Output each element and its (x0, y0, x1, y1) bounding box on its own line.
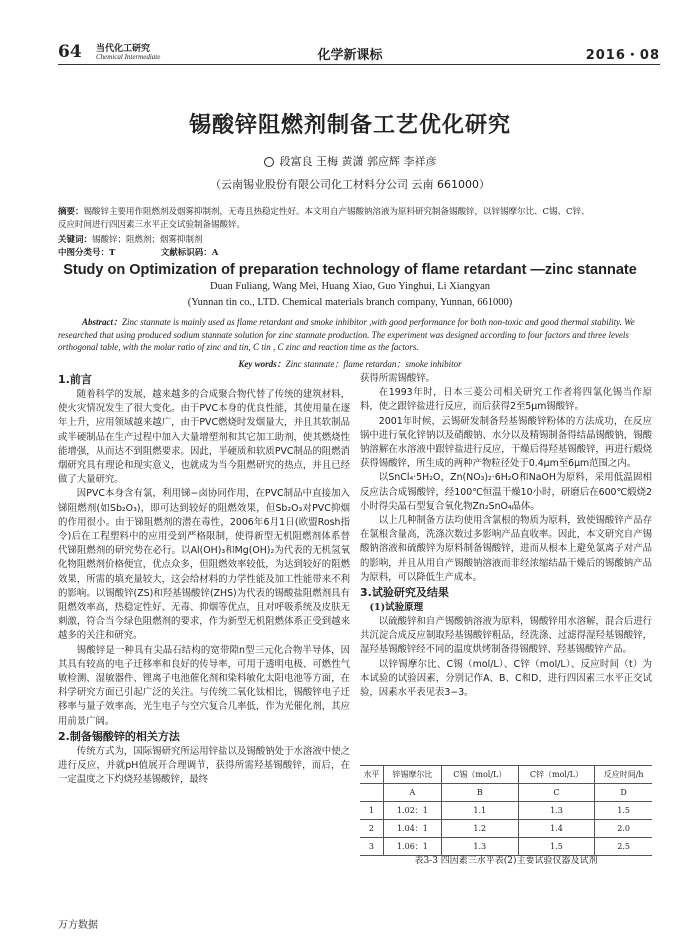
table-cell: 1 (360, 802, 383, 820)
table-cell: D (595, 784, 652, 802)
table-cell: C (518, 784, 595, 802)
table-cell: 1.04：1 (383, 820, 441, 838)
circle-icon (264, 157, 274, 167)
table-cell: 1.3 (518, 802, 595, 820)
right-column (360, 372, 652, 700)
table-cell: 2 (360, 820, 383, 838)
table-cell: 1.5 (518, 838, 595, 856)
table-header-cell: C锡（mol/L） (441, 766, 518, 784)
header-rule (58, 64, 660, 65)
abstract-cn: 摘要：锡酸锌主要用作阻燃剂及烟雾抑制剂，无毒且热稳定性好。本文用自产锡酸钠溶液为原料研究制备锡酸锌，以锌锡摩尔比、C锡、C锌、 反应时间进行四因素三水平正交试验制备锡酸锌。 (58, 207, 590, 230)
table-cell: 1.1 (441, 802, 518, 820)
table-cell: 1.2 (441, 820, 518, 838)
page-number: 64 (58, 42, 82, 62)
paragraph: 随着科学的发展，越来越多的合成聚合物代替了传统的建筑材料，使火灾情况发生了很大变化。由于PVC本身的优良性能，其使用量在逐年上升，应用领域越来越广，由于PVC燃烧时发烟量大，并且其软制品或半硬制品在生产过程中加入大量增塑剂和其它加工助剂，使其燃烧性能增强，从而达不到阻燃要求。因此，半硬质和软质PVC制品的阻燃消烟研究具有理论和现实意义，也就成为当今阻燃研究的热点，并且已经做了大量研究。 (58, 389, 350, 486)
paragraph: 以硫酸锌和自产锡酸钠溶液为原料，锡酸锌用水溶解，混合后进行共沉淀合成反应制取羟基锡酸锌粗品，经洗涤、过滤得湿羟基锡酸锌，湿羟基锡酸锌经不同的温度烘烤制备得锡酸锌、羟基锡酸锌产品。 (360, 616, 652, 656)
table-cell: 1.5 (595, 802, 652, 820)
table-header-row (360, 766, 652, 784)
table-header-cell: 锌锡摩尔比 (383, 766, 441, 784)
section-heading: 1.前言 (58, 373, 92, 386)
table-header-cell: 反应时间/h (595, 766, 652, 784)
section-heading: 3.试验研究及结果 (360, 586, 449, 600)
affiliation-cn: （云南锡业股份有限公司化工材料分公司 云南 661000） (210, 178, 490, 191)
authors-cn: 段富良 王梅 黄潇 郭应辉 李祥彦 (0, 153, 700, 169)
paragraph: 因PVC本身含有氯，利用锑−卤协同作用，在PVC制品中直接加入锑阻燃剂(如Sb₂O₃)，即可达到较好的阻燃效果，但Sb₂O₃对PVC抑烟的作用很小。由于锑阻燃剂的潜在毒性，2006年6月1日(欧盟Rosh指令)后在工程塑料中的应用受到严格限制，使得新型无机阻燃剂体系替代锑阻燃剂的研究势在必行。以Al(OH)₃和Mg(OH)₂为代表的无机氢氧化物阻燃剂价格便宜，优点众多，但阻燃效率较低，为达到较好的阻燃效果，所需的填充量较大，这会给材料的力学性能及加工性能带来不利的影响。以锡酸锌(ZS)和羟基锡酸锌(ZHS)为代表的锡酸盐阻燃剂具有阻燃效率高，热稳定性好、无毒、抑烟等优点，且对呼吸系统及皮肤无刺激，符合当今绿色阻燃剂的要求，作为新型无机阻燃体系正受到越来越多的关注和研究。 (58, 488, 350, 642)
journal-name-en: Chemical Intermediate (96, 53, 161, 61)
paragraph: 在1993年时，日本三菱公司相关研究工作者将四氯化锡当作原料，使之跟锌盐进行反应，而后获得2至5μm锡酸锌。 (360, 387, 652, 413)
factor-level-table (360, 765, 652, 856)
issue-number: 2016・08 (585, 48, 660, 63)
table-cell: 1.02：1 (383, 802, 441, 820)
table-cell: B (441, 784, 518, 802)
table-cell: 1.06：1 (383, 838, 441, 856)
table-cell: 1.3 (441, 838, 518, 856)
table-caption: 表3-3 四因素三水平表(2)主要试验仪器及试剂 (414, 856, 598, 866)
table-cell: A (383, 784, 441, 802)
keywords-en: Key words：Zinc stannate；flame retardan；smoke inhibitor (238, 359, 462, 369)
table-cell: 1.4 (518, 820, 595, 838)
journal-name-cn: 当代化工研究 (96, 44, 151, 54)
paragraph: 获得所需锡酸锌。 (360, 373, 436, 384)
section-heading: 2.制备锡酸锌的相关方法 (58, 729, 180, 743)
table-cell: 2.0 (595, 820, 652, 838)
keywords-cn: 关键词：锡酸锌；阻燃剂；烟雾抑制剂 (58, 235, 203, 245)
classification-cn: 中图分类号：T 文献标识码：A (58, 248, 219, 258)
table-header-cell: C锌（mol/L） (518, 766, 595, 784)
table-header-cell: 水平 (360, 766, 383, 784)
paragraph: 2001年时候，云锡研发制备羟基锡酸锌粉体的方法成功，在反应锅中进行氧化锌钠以及硝酸钠、水分以及精锡制备得结晶锡酸钠，锡酸钠溶解在水溶液中跟锌盐进行反应，干燥后得羟基锡酸锌，再进行煅烧获得锡酸锌，所生成的两种产物粒径处于0.4μm至6μm范围之内。 (360, 415, 652, 470)
paragraph: 以SnCl₄·5H₂O，Zn(NO₃)₂·6H₂O和NaOH为原料，采用低温固相反应法合成锡酸锌，经100℃恒温干燥10小时，研磨后在600℃煅烧2小时得尖晶石型复合氧化物Zn₂SnO₄晶体。 (360, 472, 652, 512)
paragraph: 以锌锡摩尔比、C锡（mol/L）、C锌（mol/L）、反应时间（t）为本试验的试验因素，分别记作A、B、C和D，进行四因素三水平正交试验，因素水平表见表3−3。 (360, 658, 652, 699)
table-cell (360, 784, 383, 802)
footer-watermark: 万方数据 (58, 920, 98, 931)
abstract-en: Abstract：Zinc stannate is mainly used as flame retardant and smoke inhibitor ,with good performance for both non-toxic and good thermal stability. We researched that using produced sodium stannate solution for zinc stannate production. The experiment was designed according to four factors and three levels orthogonal table, with the molar ratio of zinc and tin, C tin , C zinc and reaction time as the factors. (58, 317, 635, 352)
column-name: 化学新课标 (317, 48, 383, 63)
table-row (360, 820, 652, 838)
table-cell: 3 (360, 838, 383, 856)
authors-en: Duan Fuliang, Wang Mei, Huang Xiao, Guo Yinghui, Li Xiangyan (210, 281, 490, 292)
left-column (58, 372, 350, 787)
table-row (360, 802, 652, 820)
title-en: Study on Optimization of preparation technology of flame retardant —zinc stannate (63, 262, 637, 278)
paragraph: 以上几种制备方法均使用含氯根的物质为原料，致使锡酸锌产品存在氯根含量高，洗涤次数过多影响产品直收率。因此，本文研究自产锡酸钠溶液和硫酸锌为原料制备锡酸锌，进而从根本上避免氯离子对产品的影响，并且从用自产锡酸钠溶液而非经浓缩结晶干燥后的锡酸钠产品为原料，可以降低生产成本。 (360, 515, 652, 583)
table-code-row (360, 784, 652, 802)
title-cn: 锡酸锌阻燃剂制备工艺优化研究 (188, 113, 511, 138)
paragraph: 传统方式为，国际锡研究所运用锌盐以及锡酸钠处于水溶液中使之进行反应，并就pH值展开合理调节，获得所需羟基锡酸锌，而后，在一定温度之下灼烧羟基锡酸锌，最终 (58, 745, 350, 786)
subsection-heading: (1)试验原理 (369, 602, 424, 614)
affiliation-en: (Yunnan tin co., LTD. Chemical materials branch company, Yunnan, 661000) (187, 297, 513, 308)
paragraph: 锡酸锌是一种具有尖晶石结构的宽带隙n型三元化合物半导体，因其具有较高的电子迁移率和良好的传导率，可用于透明电极、可燃性气敏检测、湿敏器件、锂离子电池催化剂和染料敏化太阳电池等方面，在科学研究方面已引起广泛的关注。与传统二氧化钛相比，锡酸锌电子迁移率与量子效率高，光生电子与空穴复合几率低，作为光催化剂，其应用前景广阔。 (58, 644, 350, 727)
table-cell: 2.5 (595, 838, 652, 856)
